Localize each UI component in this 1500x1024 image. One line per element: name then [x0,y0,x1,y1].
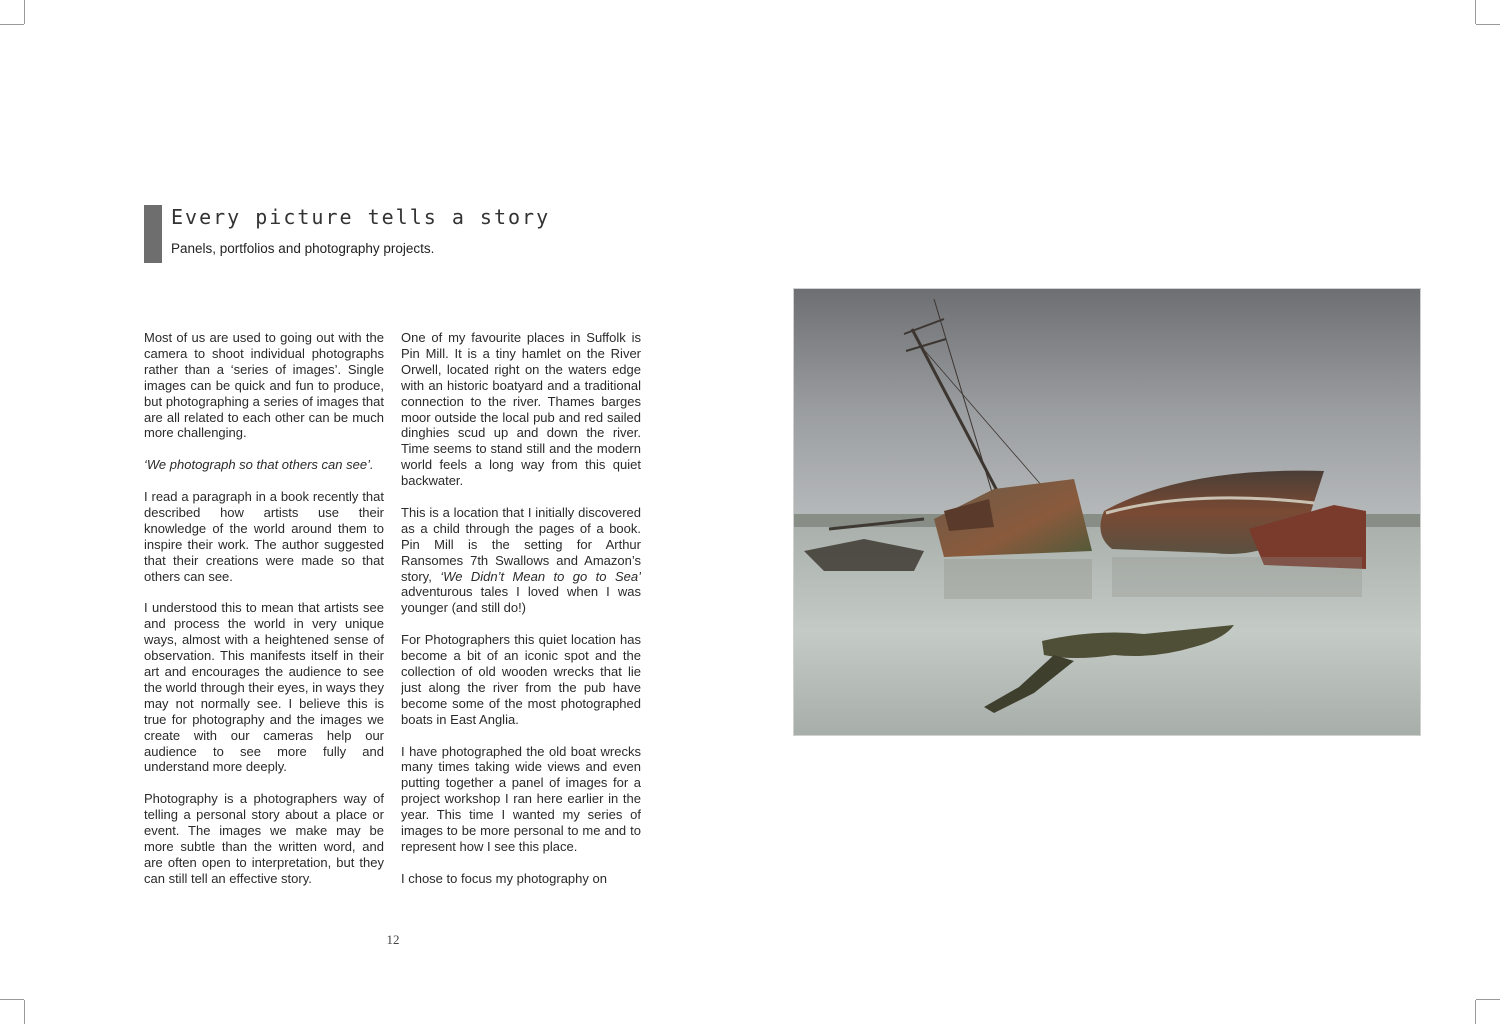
crop-mark [1475,1000,1476,1024]
paragraph: For Photographers this quiet location has become a bit of an iconic spot and the collection of old wooden wrecks that lie just along the river from the pub have become some of the most photographed boats in East Anglia. [401,632,641,727]
paragraph [401,505,641,616]
paragraph-text: This is a location that I initially discovered as a child through the pages of a book. Pin Mill is the setting for Arthur Ransomes 7th Swallows and Amazon’s story, [401,504,641,584]
paragraph: Most of us are used to going out with the camera to shoot individual photographs rather than a ‘series of images’. Single images can be quick and fun to produce, but photographing a series of images that are all related to each other can be much more challenging. [144,330,384,441]
crop-mark [0,24,24,25]
boat-wrecks-photo [793,288,1421,736]
crop-mark [1476,999,1500,1000]
book-title: ‘We Didn’t Mean to go to Sea’ [440,568,641,584]
crop-mark [24,1000,25,1024]
text-column-right [401,330,641,886]
heading-accent-bar [144,205,162,263]
crop-mark [1476,24,1500,25]
paragraph: Photography is a photographers way of telling a personal story about a place or event. The images we make may be more subtle than the written word, and are often open to interpretation, but they can still tell an effective story. [144,791,384,886]
crop-mark [1475,0,1476,24]
page-subtitle: Panels, portfolios and photography projects. [171,241,435,256]
paragraph: I understood this to mean that artists see and process the world in very unique ways, almost with a heightened sense of observation. This manifests itself in their art and encourages the audience to see the world through their eyes, in ways they may not normally see. I believe this is true for photography and the images we create with our cameras help our audience to see more fully and understand more deeply. [144,600,384,775]
text-column-left [144,330,384,886]
paragraph-text: adventurous tales I loved when I was younger (and still do!) [401,584,641,616]
sky [794,289,1421,529]
crop-mark [24,0,25,24]
page-number: 12 [386,932,400,947]
paragraph: I chose to focus my photography on [401,870,607,886]
crop-mark [0,999,24,1000]
paragraph: I have photographed the old boat wrecks many times taking wide views and even putting together a panel of images for a project workshop I ran here earlier in the year. This time I wanted my series of images to be more personal to me and to represent how I see this place. [401,743,641,854]
paragraph: One of my favourite places in Suffolk is Pin Mill. It is a tiny hamlet on the River Orwell, located right on the waters edge with an historic boatyard and a traditional connection to the river. Thames barges moor outside the local pub and red sailed dinghies scud up and down the river. Time seems to stand still and the modern world feels a long way from this quiet backwater. [401,330,641,489]
section-heading [144,205,644,263]
paragraph: I read a paragraph in a book recently that described how artists use their knowledge of the world around them to inspire their work. The author suggested that their creations were made so that others can see. [144,489,384,584]
page-title: Every picture tells a story [171,205,551,229]
quote-paragraph: ‘We photograph so that others can see’. [144,457,374,473]
